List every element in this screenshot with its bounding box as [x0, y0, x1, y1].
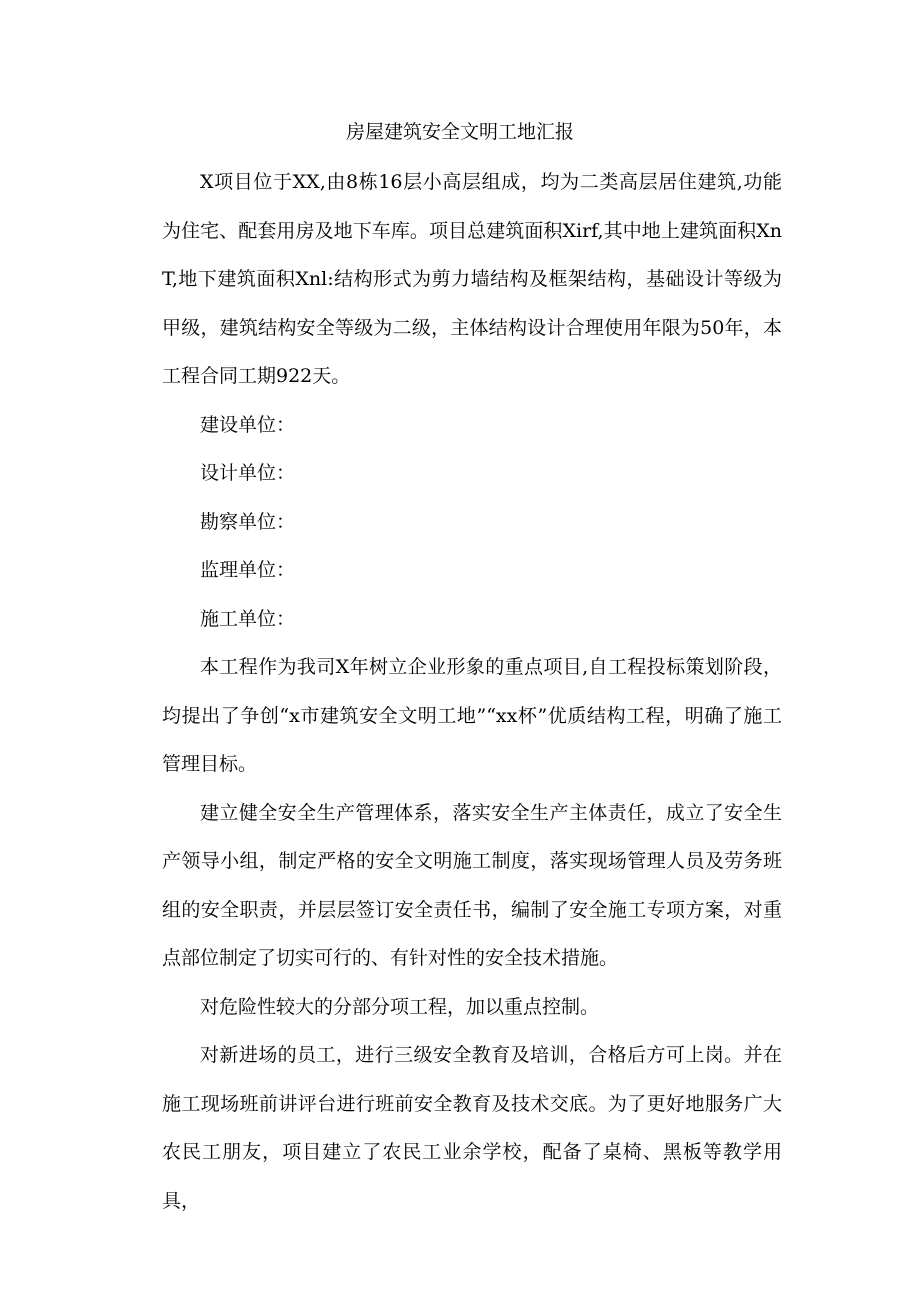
training-paragraph: 对新进场的员工，进行三级安全教育及培训，合格后方可上岗。并在施工现场班前讲评台进行班前安全教育及技术交底。为了更好地服务广大农民工朋友，项目建立了农民工业余学校，配备了桌椅、黑板等教学用具，: [162, 1044, 782, 1212]
supervision-unit-label: 监理单位：: [200, 559, 296, 581]
management-goal-paragraph: 本工程作为我司X年树立企业形象的重点项目,自工程投标策划阶段，均提出了争创“x市建筑安全文明工地”“xx杯”优质结构工程，明确了施工管理目标。: [162, 656, 782, 775]
safety-system-paragraph: 建立健全安全生产管理体系，落实安全生产主体责任，成立了安全生产领导小组，制定严格的安全文明施工制度，落实现场管理人员及劳务班组的安全职责，并层层签订安全责任书，编制了安全施工专项方案，对重点部位制定了切实可行的、有针对性的安全技术措施。: [162, 801, 782, 969]
construction-unit-label: 建设单位：: [200, 413, 296, 436]
design-unit-label: 设计单位：: [200, 462, 296, 484]
document-title: 房屋建筑安全文明工地汇报: [345, 121, 574, 143]
survey-unit-label: 勘察单位：: [200, 510, 296, 533]
project-overview-paragraph: X项目位于XX,由8栋16层小高层组成，均为二类高层居住建筑,功能为住宅、配套用房及地下车库。项目总建筑面积Xirf,其中地上建筑面积XnT,地下建筑面积Xnl:结构形式为剪力墙结构及框架结构，基础设计等级为甲级，建筑结构安全等级为二级，主体结构设计合理使用年限为50年，本工程合同工期922天。: [162, 171, 782, 387]
document-body: [162, 158, 782, 1225]
contractor-unit-label: 施工单位：: [200, 607, 296, 630]
hazard-control-paragraph: 对危险性较大的分部分项工程，加以重点控制。: [200, 995, 600, 1018]
